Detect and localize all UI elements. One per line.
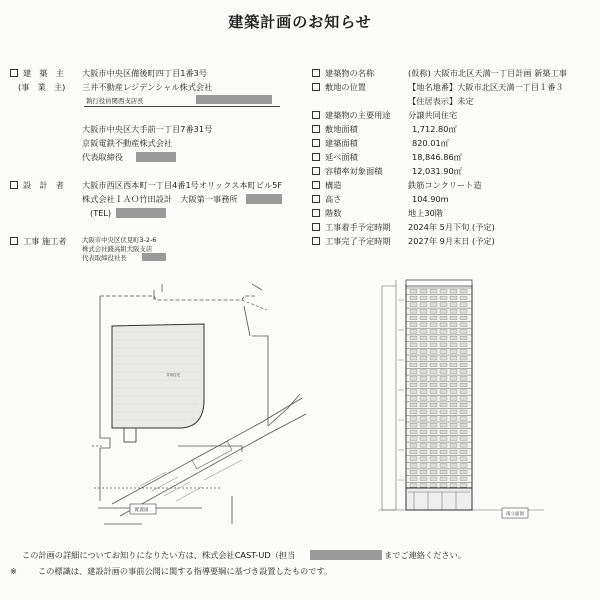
detail-value: 【地名地番】大阪市北区天満一丁目１番３ bbox=[408, 82, 564, 92]
detail-label: 敷地の位置 bbox=[312, 81, 366, 93]
detail-value: 鉄筋コンクリート造 bbox=[408, 180, 482, 190]
detail-label: 敷地面積 bbox=[312, 123, 358, 135]
checkbox-icon bbox=[312, 181, 320, 189]
redaction-box bbox=[310, 550, 382, 560]
checkbox-icon bbox=[312, 153, 320, 161]
detail-value: 2024年 5月下旬 (予定) bbox=[408, 222, 495, 232]
contractor-company: 株式会社錢高組大阪支店 bbox=[82, 245, 153, 253]
checkbox-icon bbox=[10, 181, 18, 189]
contractor-address: 大阪市中央区伏見町3-2-6 bbox=[82, 236, 157, 244]
detail-label: 階数 bbox=[312, 207, 341, 219]
detail-label: 工事着手予定時期 bbox=[312, 221, 391, 233]
detail-value: 820.01㎡ bbox=[412, 138, 449, 148]
detail-label: 高さ bbox=[312, 193, 341, 205]
checkbox-icon bbox=[312, 83, 320, 91]
builder2-rep-title: 代表取締役 bbox=[82, 152, 123, 162]
checkbox-icon bbox=[10, 237, 18, 245]
elevation-drawing bbox=[378, 270, 553, 538]
designer-address: 大阪市西区西本町一丁目4番1号オリックス本町ビル5F bbox=[82, 180, 283, 190]
checkbox-icon bbox=[312, 167, 320, 175]
detail-value: 分譲共同住宅 bbox=[408, 110, 458, 120]
contractor-label: 工事 施工者 bbox=[10, 235, 67, 247]
detail-label: 建築面積 bbox=[312, 137, 358, 149]
site-plan-drawing bbox=[92, 276, 322, 538]
detail-label: 建築物の主要用途 bbox=[312, 109, 391, 121]
checkbox-icon bbox=[312, 69, 320, 77]
builder-address: 大阪市中央区備後町四丁目1番3号 bbox=[82, 68, 208, 78]
footer-note: この標識は、建設計画の事前公開に関する指導要綱に基づき設置したものです。 bbox=[38, 566, 333, 576]
building-label: 共用住宅 bbox=[166, 373, 180, 377]
checkbox-icon bbox=[10, 69, 18, 77]
detail-label: 容積率対象面積 bbox=[312, 165, 382, 177]
detail-label: 延べ面積 bbox=[312, 151, 358, 163]
redaction-box bbox=[116, 208, 166, 218]
checkbox-icon bbox=[312, 195, 320, 203]
detail-value: 18,846.86㎡ bbox=[412, 152, 462, 162]
designer-company: 株式会社ＩＡＯ竹田設計 大阪第一事務所 bbox=[82, 194, 238, 204]
detail-value: 1,712.80㎡ bbox=[412, 124, 457, 134]
builder2-address: 大阪市中央区大手前一丁目7番31号 bbox=[82, 124, 213, 134]
detail-label: 建築物の名称 bbox=[312, 67, 374, 79]
detail-value: (仮称) 大阪市北区天満一丁目計画 新築工事 bbox=[408, 68, 567, 78]
contractor-rep: 代表取締役社長 bbox=[82, 254, 127, 262]
checkbox-icon bbox=[312, 223, 320, 231]
elevation-label: 南立面図 bbox=[506, 512, 524, 517]
builder-company: 三井不動産レジデンシャル株式会社 bbox=[82, 82, 213, 92]
footer-contact-start: この計画の詳細についてお知りになりたい方は、株式会社CAST-UD（担当 bbox=[22, 550, 296, 560]
detail-label: 構造 bbox=[312, 179, 341, 191]
underline bbox=[84, 106, 280, 107]
detail-value: 2027年 9月末日 (予定) bbox=[408, 236, 495, 246]
builder2-company: 京阪電鉄不動産株式会社 bbox=[82, 138, 173, 148]
checkbox-icon bbox=[312, 209, 320, 217]
builder-label: 建 築 主 bbox=[10, 67, 64, 79]
footer-note-mark: ※ bbox=[10, 566, 17, 576]
detail-value: 【住居表示】未定 bbox=[408, 96, 474, 106]
owner-label: (事 業 主) bbox=[18, 82, 66, 92]
checkbox-icon bbox=[312, 139, 320, 147]
detail-value: 104.90m bbox=[412, 194, 449, 204]
builder-rep-title: 執行役員関西支店長 bbox=[86, 97, 144, 105]
detail-value: 地上30階 bbox=[408, 208, 443, 218]
redaction-box bbox=[142, 253, 166, 261]
designer-tel: (TEL) bbox=[90, 208, 112, 218]
page-title: 建築計画のお知らせ bbox=[228, 13, 372, 31]
checkbox-icon bbox=[312, 237, 320, 245]
checkbox-icon bbox=[312, 111, 320, 119]
site-plan-label: 配置図 bbox=[135, 508, 149, 513]
redaction-box bbox=[246, 194, 282, 204]
footer-contact-end: までご連絡ください。 bbox=[384, 550, 466, 560]
detail-label: 工事完了予定時期 bbox=[312, 235, 391, 247]
detail-value: 12,031.90㎡ bbox=[412, 166, 462, 176]
designer-label: 設 計 者 bbox=[10, 179, 64, 191]
checkbox-icon bbox=[312, 125, 320, 133]
redaction-box bbox=[136, 152, 176, 162]
redaction-box bbox=[196, 95, 272, 104]
